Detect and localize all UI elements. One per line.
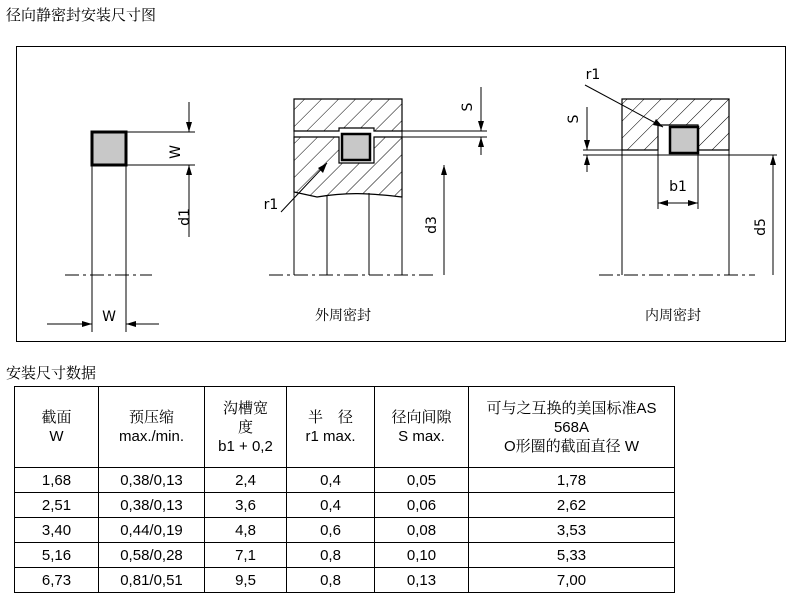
dimension-table [14,386,675,593]
cell-as568a: 3,53 [469,518,675,543]
cell-as568a: 7,00 [469,568,675,593]
outer-seal-caption: 外周密封 [315,308,371,324]
table-header-row [15,387,675,468]
header-groove-width: 沟槽宽 度 b1 + 0,2 [205,387,287,468]
cell-b1: 9,5 [205,568,287,593]
w-dimension-label-bottom: W [102,309,116,325]
s-dimension-label-middle: S [460,102,476,112]
s-dimension-label-right: S [566,114,582,124]
r1-label-right: r1 [585,67,601,83]
table-row [15,568,675,593]
cell-as568a: 1,78 [469,468,675,493]
header-radial-gap: 径向间隙 S max. [375,387,469,468]
cell-precompression: 0,44/0,19 [99,518,205,543]
cell-precompression: 0,81/0,51 [99,568,205,593]
outer-seal-drawing [269,87,487,275]
drawing-svg [17,47,787,343]
inner-seal-caption: 内周密封 [645,308,701,324]
header-as568a-equivalent: 可与之互换的美国标准AS 568A O形圈的截面直径 W [469,387,675,468]
cell-r1: 0,6 [287,518,375,543]
oring-cross-section [92,132,126,165]
header-radius: 半 径 r1 max. [287,387,375,468]
cell-precompression: 0,38/0,13 [99,493,205,518]
d1-dimension-label: d1 [177,208,193,226]
cell-precompression: 0,38/0,13 [99,468,205,493]
cell-w: 6,73 [15,568,99,593]
table-row [15,493,675,518]
header-section-w: 截面 W [15,387,99,468]
cell-r1: 0,4 [287,468,375,493]
table-row [15,468,675,493]
cell-as568a: 2,62 [469,493,675,518]
r1-label-left: r1 [263,197,279,213]
cell-r1: 0,8 [287,568,375,593]
cell-as568a: 5,33 [469,543,675,568]
cell-precompression: 0,58/0,28 [99,543,205,568]
oring-section-detail [47,102,195,332]
cell-b1: 7,1 [205,543,287,568]
installation-drawing [16,46,786,342]
cell-s: 0,05 [375,468,469,493]
d3-dimension-label: d3 [424,216,440,234]
b1-dimension-label: b1 [669,179,687,195]
cell-b1: 3,6 [205,493,287,518]
cell-w: 1,68 [15,468,99,493]
cell-w: 5,16 [15,543,99,568]
page-title: 径向静密封安装尺寸图 [6,6,157,24]
cell-w: 3,40 [15,518,99,543]
cell-s: 0,13 [375,568,469,593]
table-row [15,543,675,568]
table-title: 安装尺寸数据 [6,364,97,382]
inner-oring [670,127,698,153]
cell-r1: 0,8 [287,543,375,568]
cell-s: 0,06 [375,493,469,518]
table-row [15,518,675,543]
header-precompression: 预压缩 max./min. [99,387,205,468]
cell-b1: 2,4 [205,468,287,493]
cell-r1: 0,4 [287,493,375,518]
w-dimension-label-top: W [168,145,184,159]
d5-dimension-label: d5 [753,218,769,236]
cell-s: 0,10 [375,543,469,568]
outer-oring [342,134,370,160]
cell-w: 2,51 [15,493,99,518]
cell-s: 0,08 [375,518,469,543]
cell-b1: 4,8 [205,518,287,543]
